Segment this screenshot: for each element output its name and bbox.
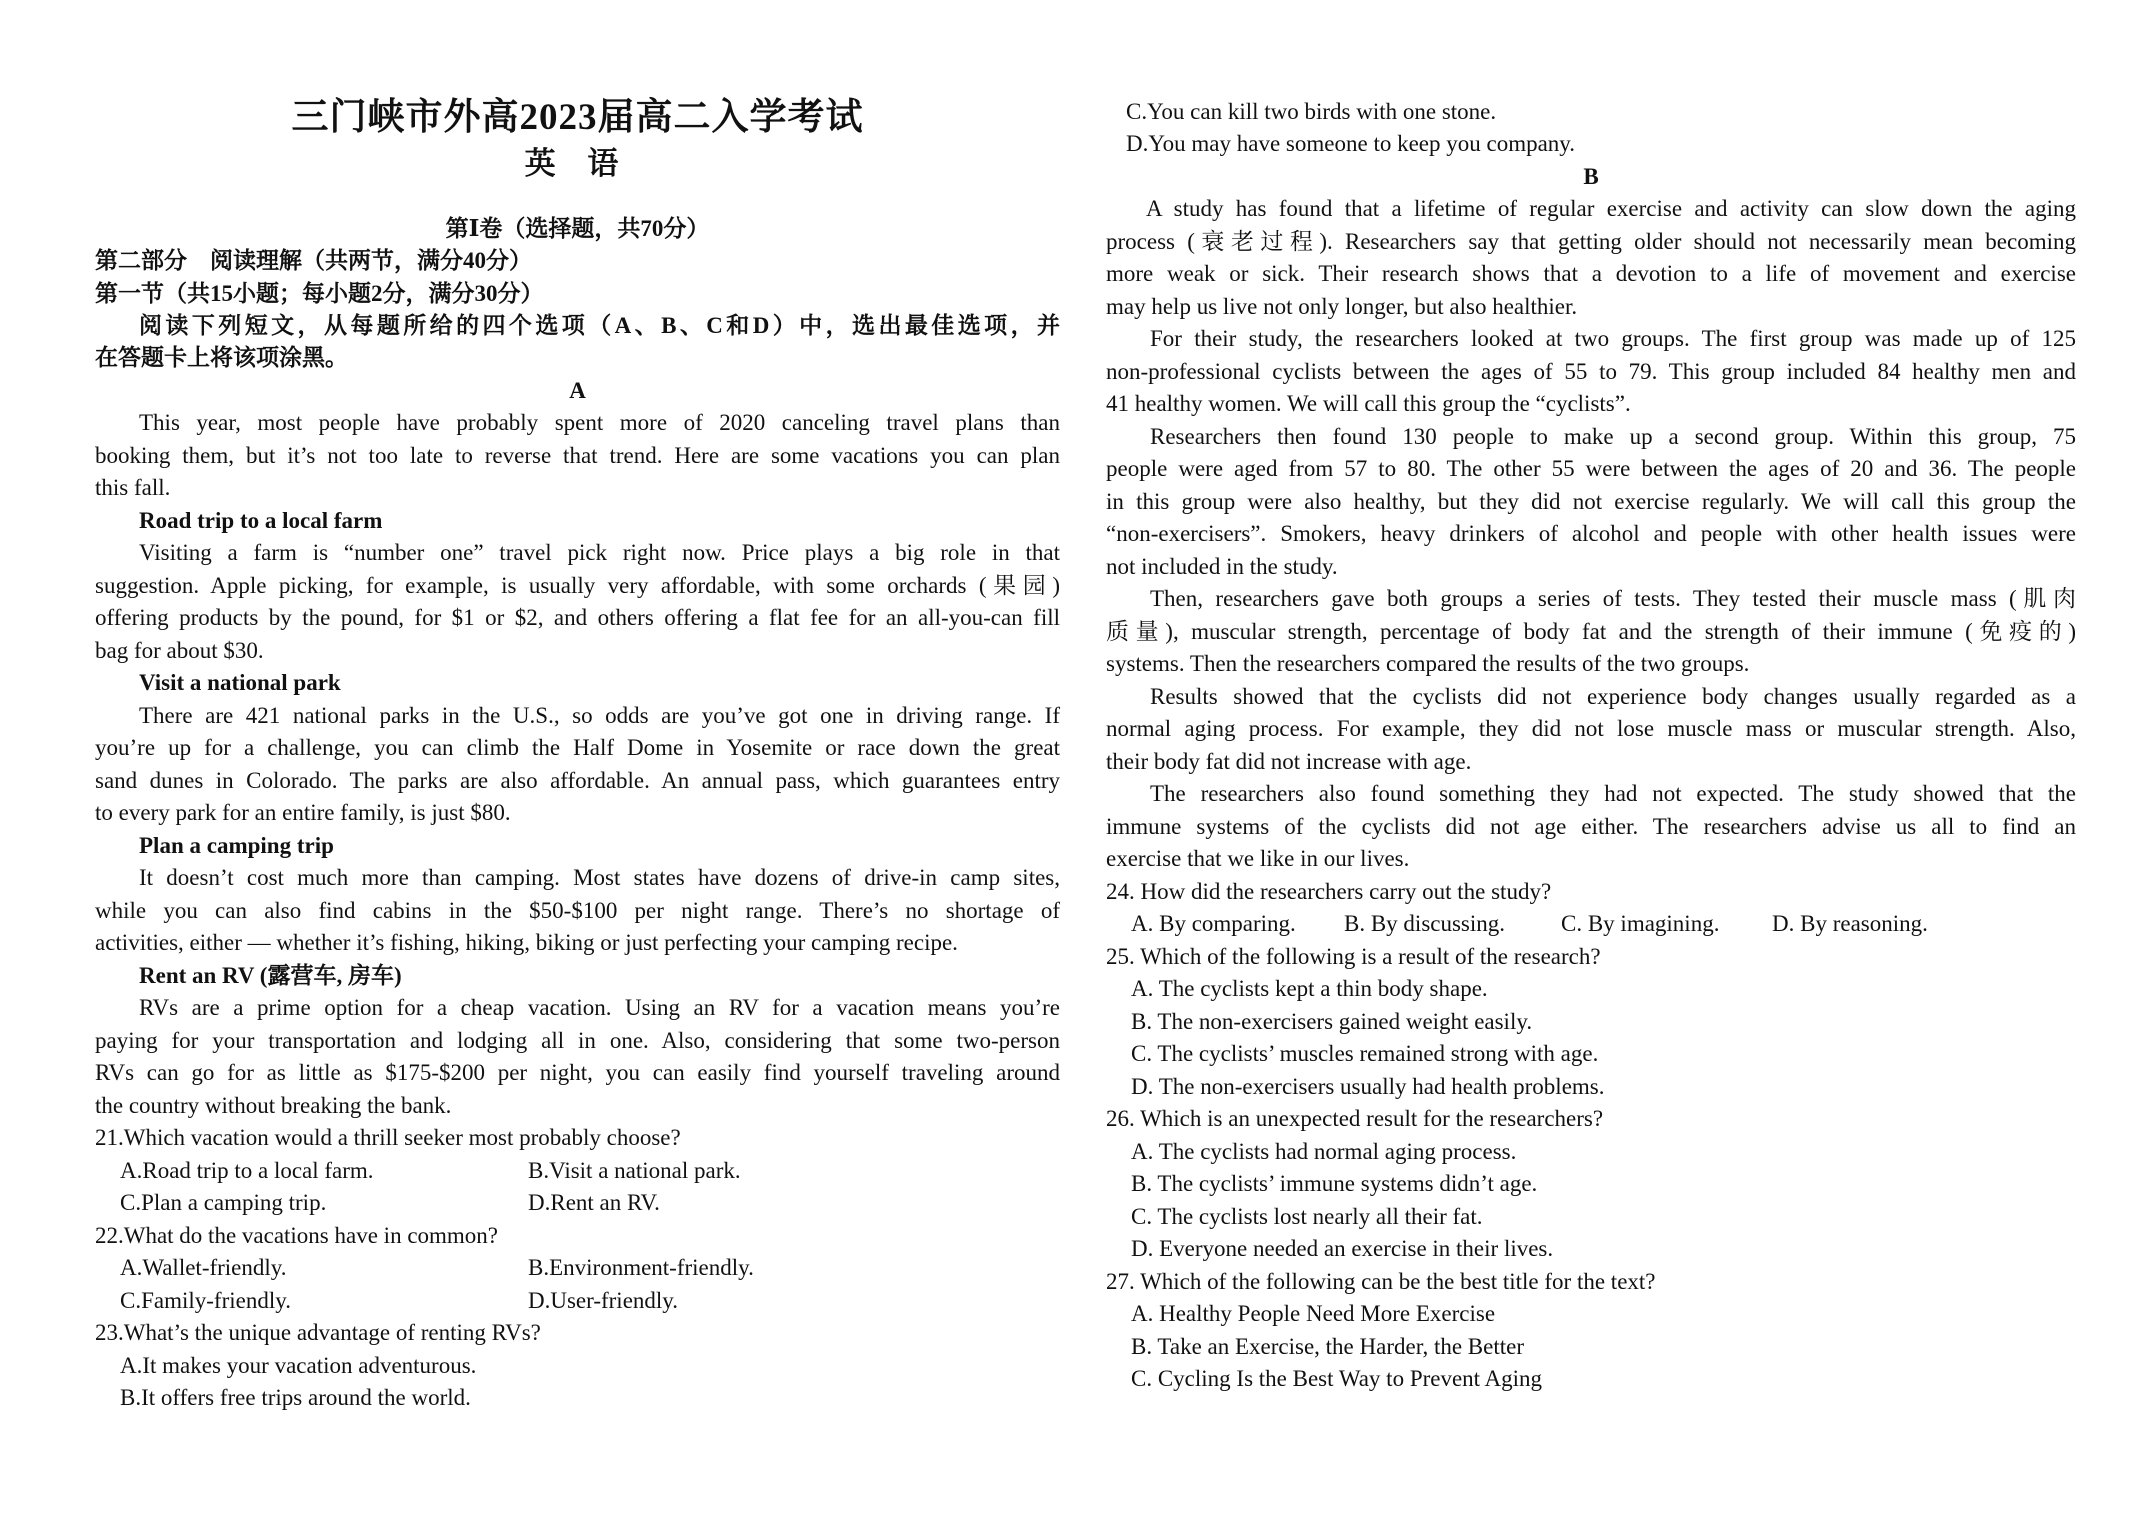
question-stem: 26. Which is an unexpected result for the researchers? — [1106, 1106, 1604, 1131]
passage-line: in this group were also healthy, but they did not exercise regularly. We will call this group the — [1106, 489, 2076, 514]
question-stem: 22.What do the vacations have in common? — [95, 1223, 499, 1248]
passage-line: exercise that we like in our lives. — [1106, 846, 1410, 871]
section-title: Visit a national park — [139, 670, 341, 695]
section-heading: 第一节（共15小题；每小题2分，满分30分） — [95, 281, 544, 306]
passage-line: may help us live not only longer, but also healthier. — [1106, 294, 1578, 319]
passage-line: you’re up for a challenge, you can climb the Half Dome in Yosemite or race down the great — [95, 735, 1060, 760]
passage-line: Visiting a farm is “number one” travel pick right now. Price plays a big role in that — [139, 540, 1060, 565]
passage-line: not included in the study. — [1106, 554, 1338, 579]
option-d[interactable]: D.User-friendly. — [528, 1288, 679, 1313]
part-heading: 第二部分 阅读理解（共两节，满分40分） — [95, 248, 532, 273]
subject-title: 英 语 — [524, 146, 631, 181]
option-d[interactable]: D. By reasoning. — [1772, 911, 1928, 936]
question-stem: 27. Which of the following can be the best title for the text? — [1106, 1269, 1656, 1294]
passage-line: normal aging process. For example, they did not lose muscle mass or muscular strength. Also, — [1106, 716, 2076, 741]
question-stem: 23.What’s the unique advantage of renting RVs? — [95, 1320, 541, 1345]
question-stem: 21.Which vacation would a thrill seeker most probably choose? — [95, 1125, 681, 1150]
passage-line: while you can also find cabins in the $50-$100 per night range. There’s no shortage of — [95, 898, 1060, 923]
passage-line: activities, either — whether it’s fishing, hiking, biking or just perfecting your camping recipe. — [95, 930, 958, 955]
passage-line: It doesn’t cost much more than camping. Most states have dozens of drive-in camp sites, — [139, 865, 1060, 890]
passage-line: non-professional cyclists between the ages of 55 to 79. This group included 84 healthy men and — [1106, 359, 2076, 384]
option-b[interactable]: B. Take an Exercise, the Harder, the Better — [1131, 1334, 1524, 1359]
passage-line: offering products by the pound, for $1 or $2, and others offering a flat fee for an all-you-can fill — [95, 605, 1060, 630]
passage-line: There are 421 national parks in the U.S., so odds are you’ve got one in driving range. If — [139, 703, 1060, 728]
option-c[interactable]: C. Cycling Is the Best Way to Prevent Aging — [1131, 1366, 1543, 1391]
passage-line: people were aged from 57 to 80. The other 55 were between the ages of 20 and 36. The people — [1106, 456, 2076, 481]
passage-line: 质量), muscular strength, percentage of body fat and the strength of their immune (免疫的) — [1106, 619, 2076, 644]
option-d[interactable]: D.You may have someone to keep you company. — [1126, 131, 1576, 156]
exam-title: 三门峡市外高2023届高二入学考试 — [291, 97, 864, 138]
option-b[interactable]: B. The cyclists’ immune systems didn’t age. — [1131, 1171, 1538, 1196]
section-title: Rent an RV (露营车, 房车) — [139, 963, 402, 988]
option-c[interactable]: C. By imagining. — [1561, 911, 1720, 936]
passage-line: A study has found that a lifetime of regular exercise and activity can slow down the aging — [1146, 196, 2076, 221]
option-c[interactable]: C.You can kill two birds with one stone. — [1126, 99, 1497, 124]
option-a[interactable]: A.Road trip to a local farm. — [120, 1158, 374, 1183]
section-title: Road trip to a local farm — [139, 508, 383, 533]
question-stem: 24. How did the researchers carry out the study? — [1106, 879, 1552, 904]
passage-line: suggestion. Apple picking, for example, is usually very affordable, with some orchards (果园) — [95, 573, 1060, 598]
option-a[interactable]: A. By comparing. — [1131, 911, 1296, 936]
option-c[interactable]: C.Family-friendly. — [120, 1288, 291, 1313]
passage-line: “non-exercisers”. Smokers, heavy drinkers of alcohol and people with other health issues were — [1106, 521, 2076, 546]
passage-line: more weak or sick. Their research shows that a devotion to a life of movement and exercise — [1106, 261, 2076, 286]
passage-line: systems. Then the researchers compared the results of the two groups. — [1106, 651, 1750, 676]
passage-line: This year, most people have probably spent more of 2020 canceling travel plans than — [139, 410, 1060, 435]
option-a[interactable]: A. The cyclists kept a thin body shape. — [1131, 976, 1488, 1001]
option-d[interactable]: D. The non-exercisers usually had health problems. — [1131, 1074, 1605, 1099]
option-b[interactable]: B. The non-exercisers gained weight easily. — [1131, 1009, 1533, 1034]
option-b[interactable]: B.It offers free trips around the world. — [120, 1385, 471, 1410]
option-d[interactable]: D. Everyone needed an exercise in their lives. — [1131, 1236, 1554, 1261]
option-c[interactable]: C.Plan a camping trip. — [120, 1190, 327, 1215]
passage-letter: B — [1583, 164, 1599, 189]
section-title: Plan a camping trip — [139, 833, 334, 858]
instructions-line: 阅读下列短文，从每题所给的四个选项（A、B、C和D）中，选出最佳选项，并 — [139, 313, 1060, 338]
passage-line: Results showed that the cyclists did not experience body changes usually regarded as a — [1150, 684, 2076, 709]
option-a[interactable]: A.It makes your vacation adventurous. — [120, 1353, 477, 1378]
passage-line: the country without breaking the bank. — [95, 1093, 452, 1118]
passage-line: RVs are a prime option for a cheap vacation. Using an RV for a vacation means you’re — [139, 995, 1060, 1020]
option-c[interactable]: C. The cyclists’ muscles remained strong with age. — [1131, 1041, 1599, 1066]
passage-line: bag for about $30. — [95, 638, 264, 663]
passage-line: For their study, the researchers looked at two groups. The first group was made up of 125 — [1150, 326, 2076, 351]
passage-line: this fall. — [95, 475, 171, 500]
option-a[interactable]: A. The cyclists had normal aging process. — [1131, 1139, 1517, 1164]
passage-line: to every park for an entire family, is just $80. — [95, 800, 511, 825]
option-d[interactable]: D.Rent an RV. — [528, 1190, 660, 1215]
volume-heading: 第Ⅰ卷（选择题，共70分） — [445, 216, 710, 241]
passage-line: RVs can go for as little as $175-$200 per night, you can easily find yourself traveling around — [95, 1060, 1060, 1085]
option-a[interactable]: A. Healthy People Need More Exercise — [1131, 1301, 1496, 1326]
passage-line: process (衰老过程). Researchers say that getting older should not necessarily mean becoming — [1106, 229, 2076, 254]
passage-line: Researchers then found 130 people to make up a second group. Within this group, 75 — [1150, 424, 2076, 449]
option-b[interactable]: B.Visit a national park. — [528, 1158, 741, 1183]
passage-line: The researchers also found something they had not expected. The study showed that the — [1150, 781, 2076, 806]
question-stem: 25. Which of the following is a result of the research? — [1106, 944, 1601, 969]
passage-letter: A — [569, 378, 586, 403]
option-a[interactable]: A.Wallet-friendly. — [120, 1255, 287, 1280]
passage-line: immune systems of the cyclists did not age either. The researchers advise us all to find an — [1106, 814, 2076, 839]
passage-line: 41 healthy women. We will call this group the “cyclists”. — [1106, 391, 1631, 416]
option-b[interactable]: B.Environment-friendly. — [528, 1255, 754, 1280]
instructions-line: 在答题卡上将该项涂黑。 — [95, 345, 348, 370]
passage-line: booking them, but it’s not too late to reverse that trend. Here are some vacations you can plan — [95, 443, 1060, 468]
passage-line: sand dunes in Colorado. The parks are also affordable. An annual pass, which guarantees entry — [95, 768, 1060, 793]
passage-line: paying for your transportation and lodging all in one. Also, considering that some two-person — [95, 1028, 1060, 1053]
option-b[interactable]: B. By discussing. — [1344, 911, 1506, 936]
passage-line: their body fat did not increase with age. — [1106, 749, 1472, 774]
passage-line: Then, researchers gave both groups a series of tests. They tested their muscle mass (肌肉 — [1150, 586, 2076, 611]
option-c[interactable]: C. The cyclists lost nearly all their fat. — [1131, 1204, 1483, 1229]
